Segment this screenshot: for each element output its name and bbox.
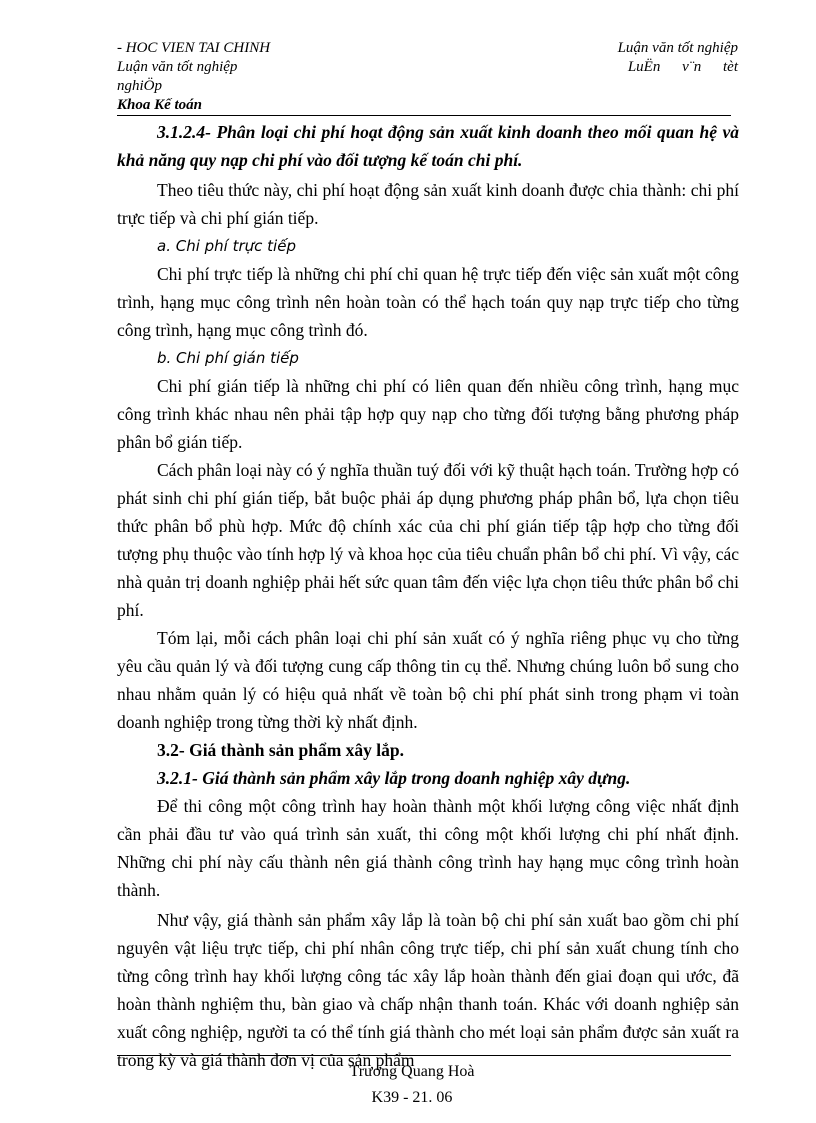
header-faculty: Khoa Kế toán [117,97,203,113]
paragraph: Chi phí trực tiếp là những chi phí chỉ quan hệ trực tiếp đến việc sản xuất một công trình, hạng mục công trình nên hoàn toàn có thể hạch toán quy nạp trực tiếp cho từng công trình, hạng mục công trình đó. [117,264,739,340]
section-heading-3-2: 3.2- Giá thành sản phẩm xây lắp. [157,740,405,760]
header-school: - HOC VIEN TAI CHINH [117,40,271,56]
paragraph: Tóm lại, mỗi cách phân loại chi phí sản xuất có ý nghĩa riêng phục vụ cho từng yêu cầu quản lý và đối tượng cung cấp thông tin cụ thể. Nhưng chúng luôn bổ sung cho nhau nhằm quản lý có hiệu quả nhất về toàn bộ chi phí phát sinh trong phạm vi toàn doanh nghiệp trong từng thời kỳ nhất định. [117,628,739,732]
header-divider [117,115,731,116]
section-heading-3-2-1: 3.2.1- Giá thành sản phẩm xây lắp trong doanh nghiệp xây dựng. [157,768,631,788]
header-title-right: Luận văn tốt nghiệp [617,40,738,56]
subheading-indirect-cost: b. Chi phí gián tiếp [157,349,299,367]
paragraph: Theo tiêu thức này, chi phí hoạt động sản xuất kinh doanh được chia thành: chi phí trực tiếp và chi phí gián tiếp. [117,180,739,228]
footer-class-code: K39 - 21. 06 [371,1089,453,1106]
header-fragment: nghiÖp [117,78,162,94]
document-body [117,118,739,1074]
paragraph: Chi phí gián tiếp là những chi phí có liên quan đến nhiều công trình, hạng mục công trình khác nhau nên phải tập hợp quy nạp cho từng đối tượng bằng phương pháp phân bổ gián tiếp. [117,376,739,452]
paragraph: Để thi công một công trình hay hoàn thành một khối lượng công việc nhất định cần phải đầu tư vào quá trình sản xuất, thi công một khối lượng chi phí nhất định. Những chi phí này cấu thành nên giá thành công trình hay hạng mục công trình hoàn thành. [117,796,739,900]
footer-divider [117,1055,731,1056]
footer-author: Trương Quang Hoà [349,1063,475,1080]
header-title-garbled: LuËn v¨n tèt [627,59,738,75]
header-title-left: Luận văn tốt nghiệp [117,59,238,75]
subheading-direct-cost: a. Chi phí trực tiếp [157,237,296,255]
section-heading-3-1-2-4: 3.1.2.4- Phân loại chi phí hoạt động sản xuất kinh doanh theo mối quan hệ và khả năng quy nạp chi phí vào đối tượng kế toán chi phí. [117,122,739,170]
paragraph: Cách phân loại này có ý nghĩa thuần tuý đối với kỹ thuật hạch toán. Trường hợp có phát sinh chi phí gián tiếp, bắt buộc phải áp dụng phương pháp phân bổ, lựa chọn tiêu thức phân bổ phù hợp. Mức độ chính xác của chi phí gián tiếp tập hợp cho từng đối tượng phụ thuộc vào tính hợp lý và khoa học của tiêu chuẩn phân bổ chi phí. Vì vậy, các nhà quản trị doanh nghiệp phải hết sức quan tâm đến việc lựa chọn tiêu thức phân bổ chi phí. [117,460,739,620]
paragraph: Như vậy, giá thành sản phẩm xây lắp là toàn bộ chi phí sản xuất bao gồm chi phí nguyên vật liệu trực tiếp, chi phí nhân công trực tiếp, chi phí sản xuất chung tính cho từng công trình hay khối lượng công tác xây lắp hoàn thành đến giai đoạn qui ước, đã hoàn thành nghiệm thu, bàn giao và chấp nhận thanh toán. Khác với doanh nghiệp sản xuất công nghiệp, người ta có thể tính giá thành cho mét loại sản phẩm được sản xuất ra trong kỳ và giá thành đơn vị của sản phẩm [117,910,739,1070]
